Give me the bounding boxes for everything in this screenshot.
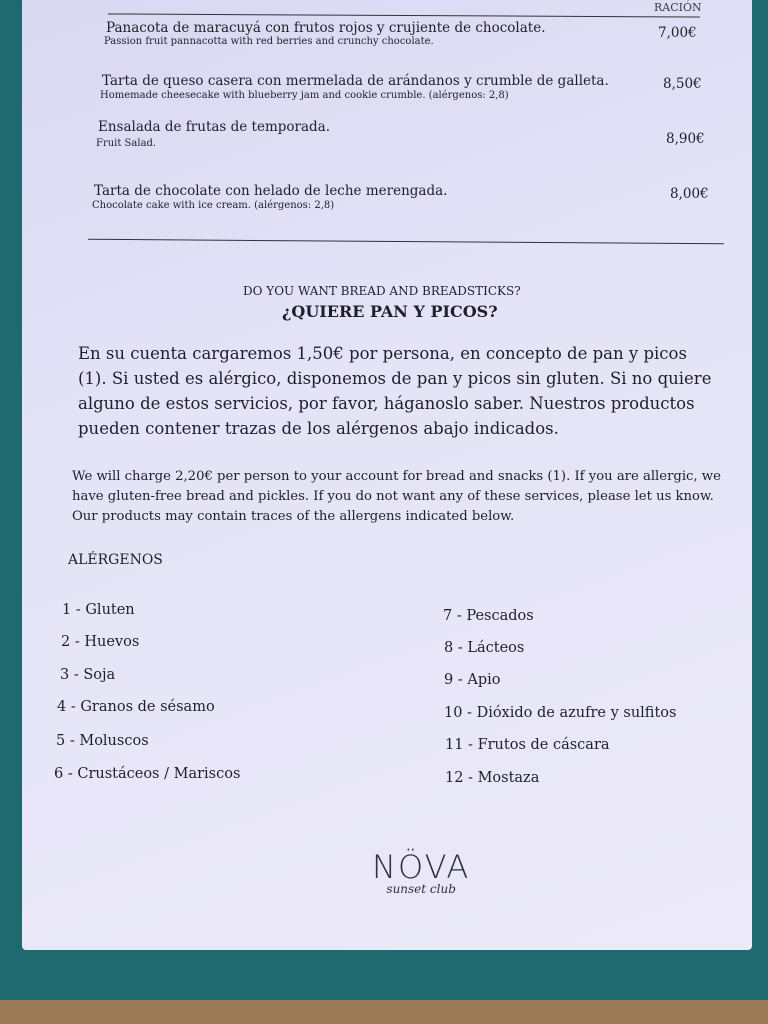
bread-title-es: ¿QUIERE PAN Y PICOS?: [282, 302, 498, 321]
allergen-item: 9 - Apio: [444, 672, 501, 688]
wood-table: [0, 1000, 768, 1024]
allergen-item: 11 - Frutos de cáscara: [445, 737, 610, 753]
dish-description: Homemade cheesecake with blueberry jam and cookie crumble. (alérgenos: 2,8): [100, 90, 509, 101]
bread-title-en: DO YOU WANT BREAD AND BREADSTICKS?: [243, 284, 521, 298]
allergen-item: 2 - Huevos: [61, 634, 140, 650]
allergen-item: 7 - Pescados: [443, 608, 534, 624]
dish-description: Passion fruit pannacotta with red berries and crunchy chocolate.: [104, 36, 434, 47]
dish-price: 7,00€: [658, 25, 697, 41]
logo-name: NÖVA: [372, 848, 471, 886]
allergens-title: ALÉRGENOS: [68, 552, 163, 568]
allergen-item: 6 - Crustáceos / Mariscos: [54, 766, 241, 782]
allergen-item: 5 - Moluscos: [56, 733, 149, 749]
allergen-item: 8 - Lácteos: [444, 640, 525, 656]
bread-text-en: We will charge 2,20€ per person to your account for bread and snacks (1). If you are allergic, we have gluten-free bread and pickles. If you do not want any of these services, please let us know. Our products may contain traces of the allergens indicated below.: [72, 469, 721, 524]
dish-name: Ensalada de frutas de temporada.: [98, 119, 331, 135]
dish-name: Panacota de maracuyá con frutos rojos y crujiente de chocolate.: [106, 20, 546, 36]
allergen-item: 1 - Gluten: [62, 602, 135, 618]
allergen-item: 3 - Soja: [60, 667, 116, 683]
dish-description: Fruit Salad.: [96, 138, 157, 149]
dish-price: 8,90€: [666, 131, 705, 147]
bread-text-es: En su cuenta cargaremos 1,50€ por persona, en concepto de pan y picos (1). Si usted es alérgico, disponemos de pan y picos sin gluten. Si no quiere alguno de estos servicios, por favor, háganoslo saber. Nuestros productos pueden contener trazas de los alérgenos abajo indicados.: [78, 344, 712, 438]
dish-price: 8,00€: [670, 186, 709, 202]
dish-name: Tarta de chocolate con helado de leche merengada.: [94, 183, 448, 199]
allergen-item: 12 - Mostaza: [445, 770, 540, 786]
dish-price: 8,50€: [663, 76, 702, 92]
allergen-item: 10 - Dióxido de azufre y sulfitos: [444, 705, 677, 721]
dish-description: Chocolate cake with ice cream. (alérgenos: 2,8): [92, 200, 335, 211]
dish-name: Tarta de queso casera con mermelada de arándanos y crumble de galleta.: [102, 73, 609, 89]
allergen-item: 4 - Granos de sésamo: [57, 699, 215, 715]
nova-logo: [372, 848, 470, 896]
column-label: RACIÓN: [654, 1, 702, 14]
logo-tagline: sunset club: [386, 882, 456, 896]
